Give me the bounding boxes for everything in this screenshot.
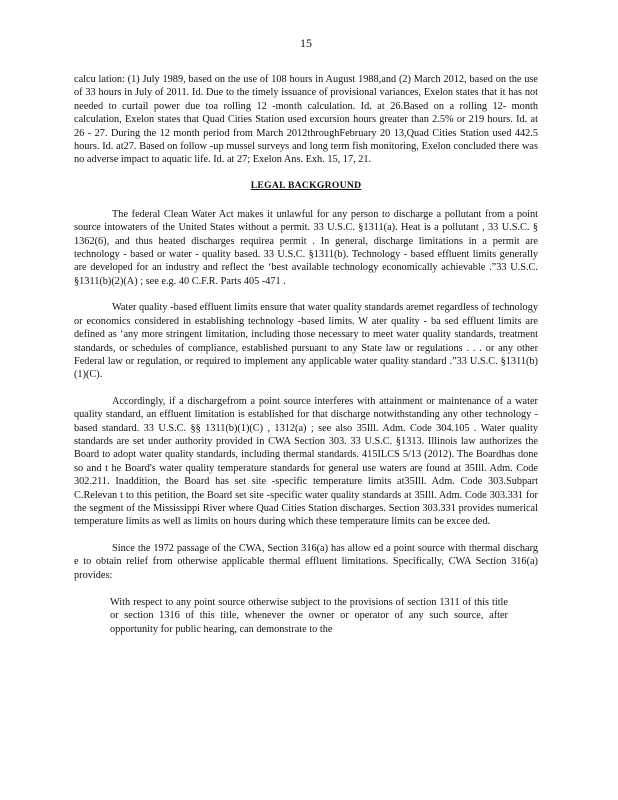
section-heading: LEGAL BACKGROUND <box>250 179 362 191</box>
block-quote: With respect to any point source otherwise subject to the provisions of section 1311 of this title or section 1316 of this title, whenever the owner or operator of any such source, after opportunity for public hearing, can demonstrate to the <box>110 597 508 635</box>
paragraph-accordingly: Accordingly, if a dischargefrom a point source interferes with attainment or maintenance of a water quality standard, an effluent limitation is established for that discharge notwithstanding any other technology -based standard. 33 U.S.C. §§ 1311(b)(1)(C) , 1312(a) ; see also 35Ill. Adm. Code 304.105 . Water quality standards are set under authority provided in CWA Section 303. 33 U.S.C. §1313. Illinois law authorizes the Board to adopt water quality standards, including thermal standards. 415ILCS 5/13 (2012). The Boardhas done so and t he Board's water quality temperature standards for general use waters are found at 35Ill. Adm. Code 302.211. Inaddition, the Board has set site -specific temperature limits at35Ill. Adm. Code 303.Subpart C.Relevan t to this petition, the Board set site -specific water quality standards at 35Ill. Adm. Code 303.331 for the segment of the Mississippi River where Quad Cities Station discharges. Section 303.331 provides numerical temperature limits as well as limits on hours during which these temperature limits can be excee ded. <box>74 395 538 528</box>
paragraph-water-quality-limits: Water quality -based effluent limits ensure that water quality standards aremet regardless of technology or economics considered in establishing technology -based limits. W ater quality - ba sed effluent limits are defined as ‘any more stringent limitation, including those necessary to meet water quality standards, treatment standards, or schedules of compliance, established pursuant to any State law or regulations . . . or any other Federal law or regulation, or required to implement any applicable water quality standard .”33 U.S.C. §1311(b)(1)(C). <box>74 302 538 381</box>
page-number: 15 <box>300 36 312 50</box>
intro-paragraph: calcu lation: (1) July 1989, based on the use of 108 hours in August 1988,and (2) March 2012, based on the use of 33 hours in July of 2011. Id. Due to the timely issuance of provisional variances, Exelon states that it has not needed to curtail power due toa rolling 12 -month calculation. Id. at 26.Based on a rolling 12- month calculation, Exelon states that Quad Cities Station used excursion hours greater than 2.5% or 219 hours. Id. at 26 - 27. During the 12 month period from March 2012throughFebruary 20 13,Quad Cities Station used 442.5 hours. Id. at27. Based on follow -up mussel surveys and long term fish monitoring, Exelon concluded there was no adverse impact to aquatic life. Id. at 27; Exelon Ans. Exh. 15, 17, 21. <box>74 74 538 166</box>
paragraph-clean-water-act: The federal Clean Water Act makes it unlawful for any person to discharge a pollutant from a point source intowaters of the United States without a permit. 33 U.S.C. §1311(a). Heat is a pollutant , 33 U.S.C. § 1362(6), and thus heated discharges requirea permit . In general, discharge limitations in a permit are technology - based or water - quality based. 33 U.S.C. §1311(b). Technology - based effluent limits generally are developed for an industry and reflect the ‘best available technology economically achievable .”33 U.S.C. §1311(b)(2)(A) ; see e.g. 40 C.F.R. Parts 405 -471 . <box>74 208 538 287</box>
paragraph-section-316a: Since the 1972 passage of the CWA, Section 316(a) has allow ed a point source with thermal discharg e to obtain relief from otherwise applicable thermal effluent limitations. Specifically, CWA Section 316(a) provides: <box>74 542 538 581</box>
